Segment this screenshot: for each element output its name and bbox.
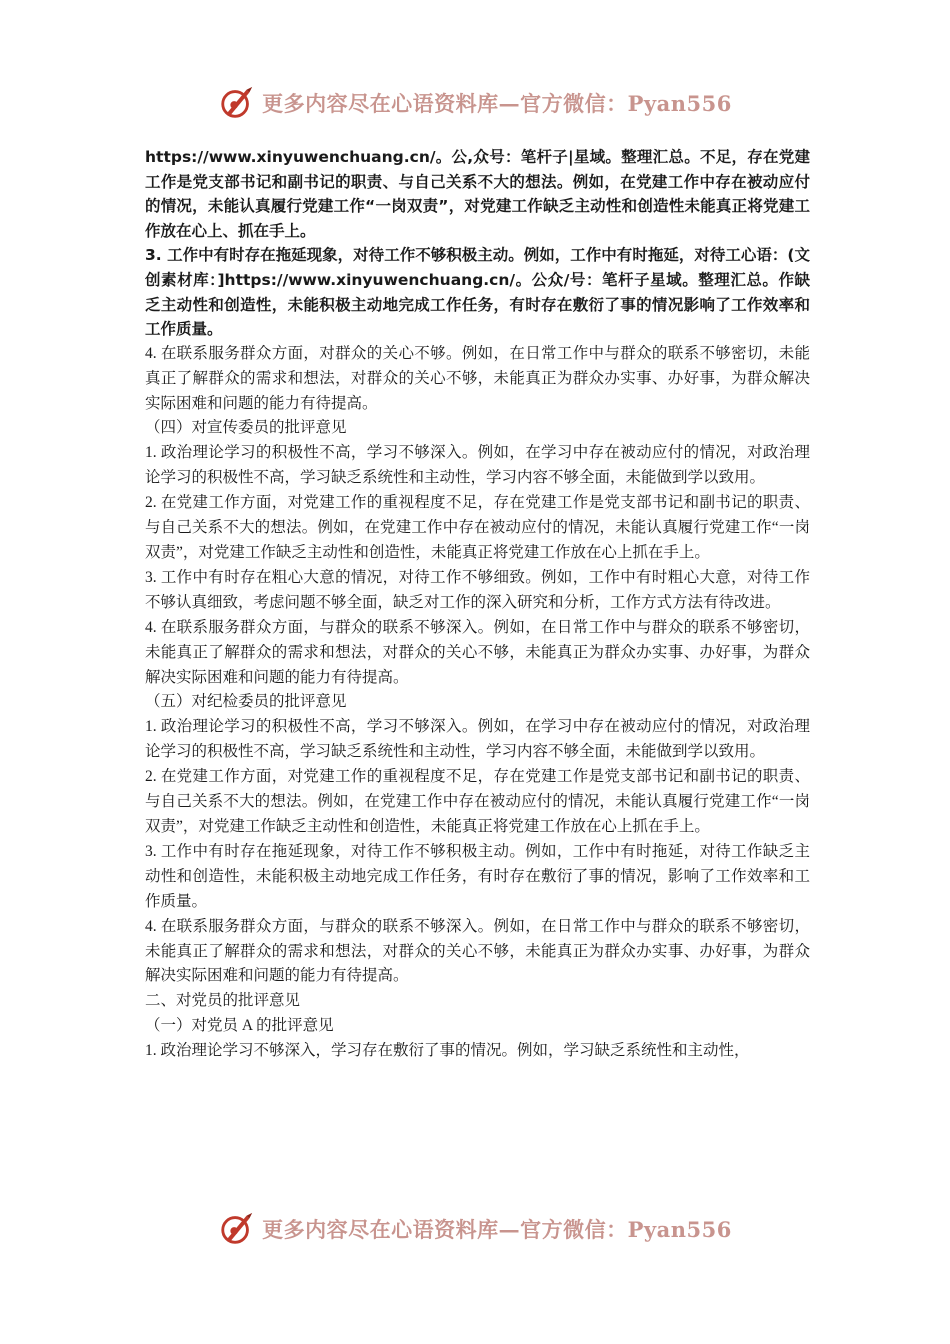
section-heading: （四）对宣传委员的批评意见 bbox=[145, 419, 347, 437]
normal-section bbox=[145, 342, 810, 1064]
paragraph: 3. 工作中有时存在粗心大意的情况，对待工作不够细致。例如，工作中有时粗心大意，对待工作不够认真细致，考虑问题不够全面，缺乏对工作的深入研究和分析，工作方式方法有待改进。 bbox=[145, 568, 810, 611]
paragraph: 1. 政治理论学习的积极性不高，学习不够深入。例如，在学习中存在被动应付的情况，对政治理论学习的积极性不高，学习缺乏系统性和主动性，学习内容不够全面，未能做到学以致用。 bbox=[145, 718, 810, 761]
banner-text: 更多内容尽在心语资料库—官方微信：Pyan556 bbox=[262, 1217, 732, 1242]
section-heading: （五）对纪检委员的批评意见 bbox=[145, 693, 347, 711]
paragraph: 4. 在联系服务群众方面，与群众的联系不够深入。例如，在日常工作中与群众的联系不够密切，未能真正了解群众的需求和想法，对群众的关心不够，未能真正为群众办实事、办好事，为群众解决实际困难和问题的能力有待提高。 bbox=[145, 618, 810, 686]
section-heading: （一）对党员 A 的批评意见 bbox=[145, 1017, 334, 1035]
document-body bbox=[145, 145, 810, 1064]
paragraph: 2. 在党建工作方面，对党建工作的重视程度不足，存在党建工作是党支部书记和副书记的职责、与自己关系不大的想法。例如，在党建工作中存在被动应付的情况，未能认真履行党建工作“一岗双责”，对党建工作缺乏主动性和创造性，未能真正将党建工作放在心上抓在手上。 bbox=[145, 768, 810, 835]
footer-banner bbox=[0, 1206, 950, 1252]
paragraph: 4. 在联系服务群众方面，与群众的联系不够深入。例如，在日常工作中与群众的联系不够密切，未能真正了解群众的需求和想法，对群众的关心不够，未能真正为群众办实事、办好事，为群众解决实际困难和问题的能力有待提高。 bbox=[145, 917, 810, 985]
paragraph: 1. 政治理论学习的积极性不高，学习不够深入。例如，在学习中存在被动应付的情况，对政治理论学习的积极性不高，学习缺乏系统性和主动性，学习内容不够全面，未能做到学以致用。 bbox=[145, 444, 810, 487]
paragraph: 1. 政治理论学习不够深入，学习存在敷衍了事的情况。例如，学习缺乏系统性和主动性， bbox=[145, 1042, 750, 1060]
paragraph: 4. 在联系服务群众方面，对群众的关心不够。例如，在日常工作中与群众的联系不够密切，未能真正了解群众的需求和想法，对群众的关心不够，未能真正为群众办实事、办好事，为群众解决实际困难和问题的能力有待提高。 bbox=[145, 344, 810, 412]
paragraph: 3. 工作中有时存在拖延现象，对待工作不够积极主动。例如，工作中有时拖延，对待工作缺乏主动性和创造性，未能积极主动地完成工作任务，有时存在敷衍了事的情况，影响了工作效率和工作质量。 bbox=[145, 842, 810, 910]
section-heading: 二、对党员的批评意见 bbox=[145, 992, 301, 1010]
bold-paragraph: https://www.xinyuwenchuang.cn/。公,众号：笔杆子|星域。整理汇总。不足，存在党建工作是党支部书记和副书记的职责、与自己关系不大的想法。例如，在党建工作中存在被动应付的情况，未能认真履行党建工作“一岗双责”，对党建工作缺乏主动性和创造性未能真正将党建工作放在心上、抓在手上。 bbox=[145, 148, 810, 240]
quill-logo-icon bbox=[218, 1210, 256, 1248]
quill-logo-icon bbox=[218, 84, 256, 122]
bold-paragraph: 3. 工作中有时存在拖延现象，对待工作不够积极主动。例如，工作中有时拖延，对待工心语：(文创素材库：]https://www.xinyuwenchuang.cn/。公众/号：笔杆子星域。整理汇总。作缺乏主动性和创造性，未能积极主动地完成工作任务，有时存在敷衍了事的情况影响了工作效率和工作质量。 bbox=[145, 246, 810, 339]
header-banner bbox=[0, 80, 950, 126]
paragraph: 2. 在党建工作方面，对党建工作的重视程度不足，存在党建工作是党支部书记和副书记的职责、与自己关系不大的想法。例如，在党建工作中存在被动应付的情况，未能认真履行党建工作“一岗双责”，对党建工作缺乏主动性和创造性，未能真正将党建工作放在心上抓在手上。 bbox=[145, 494, 810, 561]
bold-section bbox=[145, 145, 810, 342]
banner-text: 更多内容尽在心语资料库—官方微信：Pyan556 bbox=[262, 91, 732, 116]
